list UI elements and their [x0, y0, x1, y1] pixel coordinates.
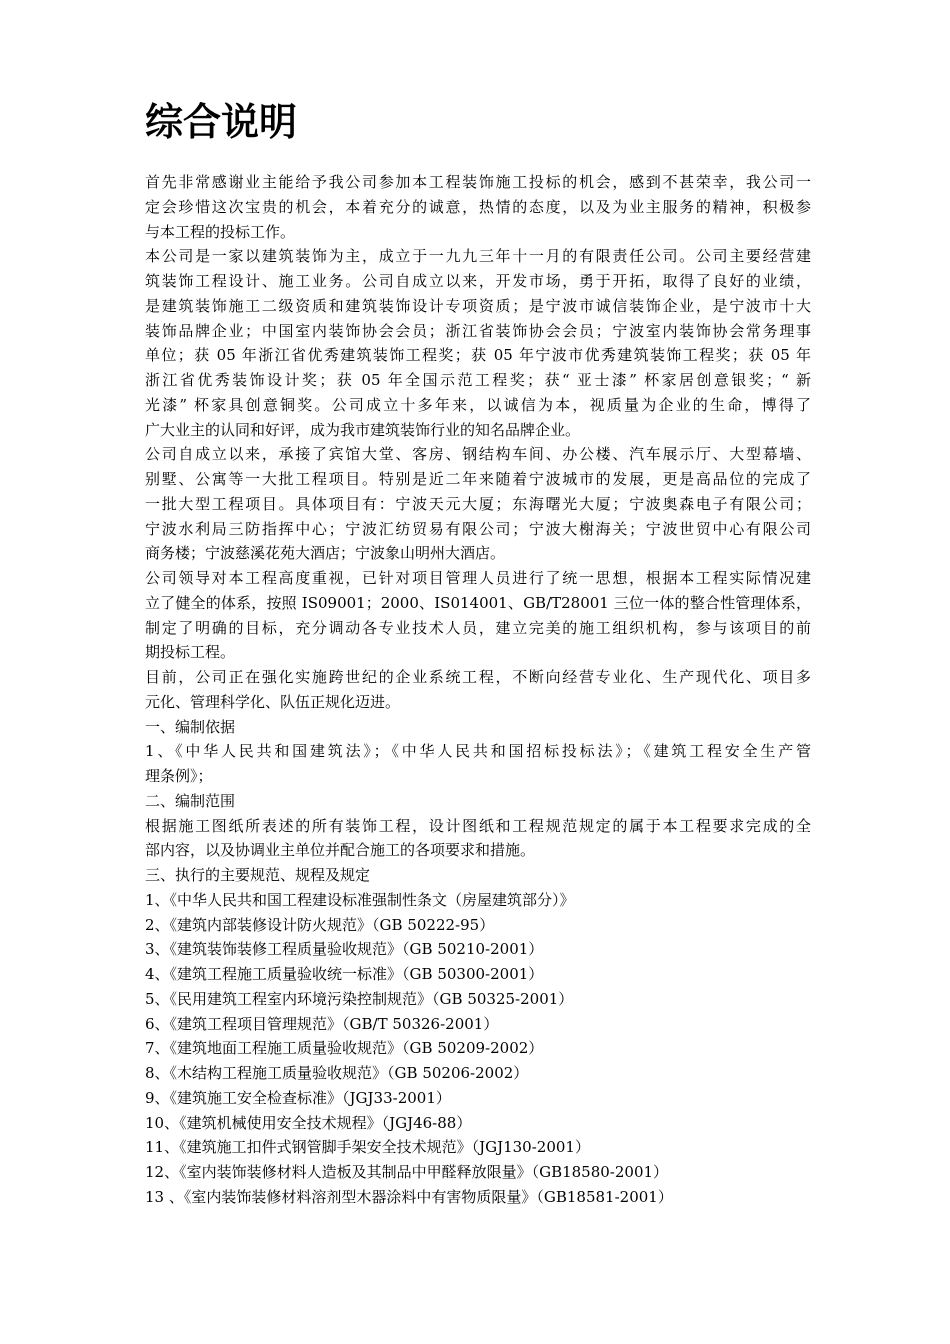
list-item: 12、《室内装饰装修材料人造板及其制品中甲醛释放限量》（GB18580-2001） — [145, 1163, 669, 1181]
text-line: 部内容，以及协调业主单位并配合施工的各项要求和措施。 — [145, 841, 536, 860]
text-line: 一批大型工程项目。具体项目有：宁波天元大厦；东海曙光大厦；宁波奥森电子有限公司； — [145, 494, 811, 513]
text-line: 浙江省优秀装饰设计奖；获 05 年全国示范工程奖；获“ 亚士漆” 杯家居创意银奖；“ 新 — [145, 371, 811, 389]
list-item: 4、《建筑工程施工质量验收统一标准》（GB 50300-2001） — [145, 965, 544, 983]
text-line: 根据施工图纸所表述的所有装饰工程，设计图纸和工程规范规定的属于本工程要求完成的全 — [145, 816, 811, 835]
text-line: 光漆” 杯家具创意铜奖。公司成立十多年来，以诚信为本，视质量为企业的生命，博得了 — [145, 395, 811, 414]
text-line: 装饰品牌企业；中国室内装饰协会会员；浙江省装饰协会会员；宁波室内装饰协会常务理事 — [145, 321, 811, 340]
text-line: 1、《中华人民共和国建筑法》；《中华人民共和国招标投标法》；《建筑工程安全生产管 — [145, 742, 811, 761]
section-heading: 一、编制依据 — [145, 717, 236, 736]
section-heading: 三、执行的主要规范、规程及规定 — [145, 866, 371, 884]
text-line: 立了健全的体系，按照 IS09001；2000、IS014001、GB/T28001 三位一体的整合性管理体系， — [145, 593, 811, 612]
text-line: 首先非常感谢业主能给予我公司参加本工程装饰施工投标的机会，感到不甚荣幸，我公司一 — [145, 173, 811, 191]
text-line: 公司自成立以来，承接了宾馆大堂、客房、钢结构车间、办公楼、汽车展示厅、大型幕墙、 — [145, 445, 811, 464]
text-line: 筑装饰工程设计、施工业务。公司自成立以来，开发市场，勇于开拓，取得了良好的业绩， — [145, 272, 811, 290]
list-item: 2、《建筑内部装修设计防火规范》（GB 50222-95） — [145, 915, 495, 934]
list-item: 7、《建筑地面工程施工质量验收规范》（GB 50209-2002） — [145, 1039, 544, 1058]
list-item: 3、《建筑装饰装修工程质量验收规范》（GB 50210-2001） — [145, 940, 544, 959]
text-line: 宁波水利局三防指挥中心；宁波汇纺贸易有限公司；宁波大榭海关；宁波世贸中心有限公司 — [145, 519, 811, 538]
list-item: 9、《建筑施工安全检查标准》（JGJ33-2001） — [145, 1088, 451, 1107]
text-line: 本公司是一家以建筑装饰为主，成立于一九九三年十一月的有限责任公司。公司主要经营建 — [145, 247, 811, 266]
text-line: 单位；获 05 年浙江省优秀建筑装饰工程奖；获 05 年宁波市优秀建筑装饰工程奖；获 05 年 — [145, 346, 811, 365]
text-line: 制定了明确的目标，充分调动各专业技术人员，建立完美的施工组织机构，参与该项目的前 — [145, 618, 811, 637]
text-line: 公司领导对本工程高度重视，已针对项目管理人员进行了统一思想，根据本工程实际情况建 — [145, 569, 811, 587]
text-line: 商务楼；宁波慈溪花苑大酒店；宁波象山明州大酒店。 — [145, 544, 506, 563]
list-item: 8、《木结构工程施工质量验收规范》（GB 50206-2002） — [145, 1064, 529, 1082]
text-line: 元化、管理科学化、队伍正规化迈进。 — [145, 692, 401, 711]
list-item: 5、《民用建筑工程室内环境污染控制规范》（GB 50325-2001） — [145, 989, 574, 1008]
text-line: 别墅、公寓等一大批工程项目。特别是近二年来随着宁波城市的发展，更是高品位的完成了 — [145, 470, 811, 488]
list-item: 6、《建筑工程项目管理规范》（GB/T 50326-2001） — [145, 1014, 499, 1033]
document-body — [145, 170, 811, 1210]
list-item: 13 、《室内装饰装修材料溶剂型木器涂料中有害物质限量》（GB18581-2001） — [145, 1187, 673, 1206]
text-line: 期投标工程。 — [145, 643, 236, 662]
text-line: 定会珍惜这次宝贵的机会，本着充分的诚意，热情的态度，以及为业主服务的精神，积极参 — [145, 197, 811, 216]
text-line: 广大业主的认同和好评，成为我市建筑装饰行业的知名品牌企业。 — [145, 420, 581, 439]
list-item: 10、《建筑机械使用安全技术规程》（JGJ46-88） — [145, 1113, 472, 1132]
list-item: 1、《中华人民共和国工程建设标准强制性条文（房屋建筑部分）》 — [145, 890, 575, 909]
text-line: 目前，公司正在强化实施跨世纪的企业系统工程，不断向经营专业化、生产现代化、项目多 — [145, 668, 811, 686]
document-title: 综合说明 — [145, 99, 298, 144]
text-line: 与本工程的投标工作。 — [145, 222, 296, 241]
text-line: 理条例》； — [145, 767, 213, 785]
text-line: 是建筑装饰施工二级资质和建筑装饰设计专项资质；是宁波市诚信装饰企业，是宁波市十大 — [145, 296, 811, 315]
list-item: 11、《建筑施工扣件式钢管脚手架安全技术规范》（JGJ130-2001） — [145, 1138, 590, 1157]
section-heading: 二、编制范围 — [145, 791, 236, 810]
